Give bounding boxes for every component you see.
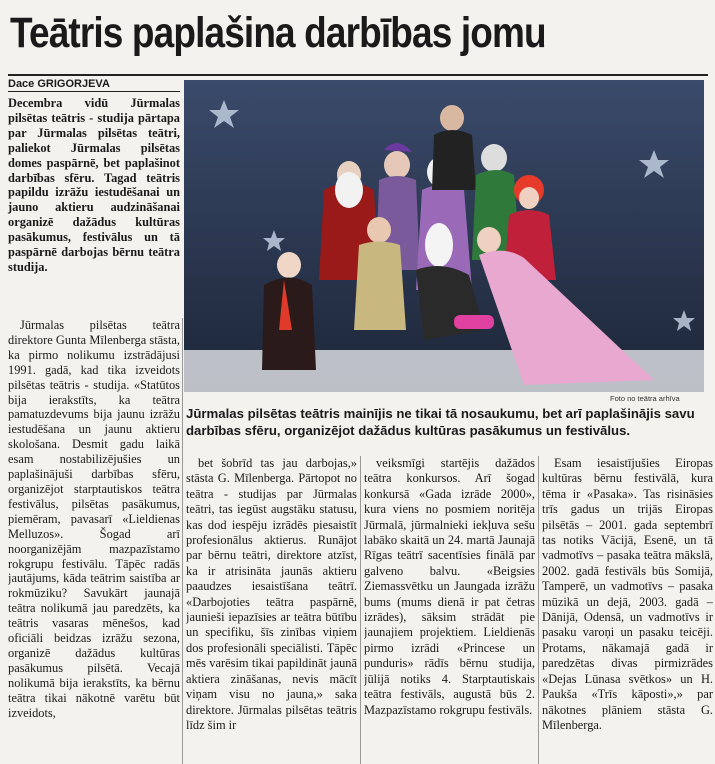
column-divider [360,456,361,764]
photo-caption: Jūrmalas pilsētas teātris mainījis ne tikai tā nosaukumu, bet arī paplašinājis savu darbības sfēru, organizējot dažādus kultūras pasākumus un festivālus. [186,406,695,438]
photo-illustration [184,80,704,392]
column-2 [186,456,357,764]
column-1-text: Jūrmalas pilsētas teātra direktore Gunta Mīlenberga stāsta, ka pirmo nolikumu izstrādājusi 1991. gadā, kad tika izveidots pilsētas teātris - studija. «Statūtos bija ierakstīts, ka teātra pamatuzdevums bija jaunu izrāžu iestudēšana un jaunu aktieru skološana. Desmit gadu laikā esam nostabilizējušies un paplašinājuši darbības sfēru, organizējot starptautiskos teātra festivālus, pilsētas pasākumus, piemēram, pavasarī «Lieldienas Melluzos». Šogad arī noorganizējām mazpazīstamo rokgrupu festivālu. Tāpēc radās jautājums, kāda teātrim saistība ar rokmūziku? Savukārt jaunajā teātra nolikumā jau paredzēts, ka teātris vasaras mēnešos, kad oficiāli beidzas izrāžu sezona, organizē dažādus kultūras pasākumus pilsētā. Vecajā nolikumā bija ierakstīts, ka bērnu teātra tikai nākotnē varētu būt izveidots, [8,318,180,720]
column-2-text: bet šobrīd tas jau darbojas,» stāsta G. Mīlenberga. Pārtopot no teātra - studijas par Jūrmalas teātri, tas iegūst augstāku statusu, kas dod iespēju izrādēs piesaistīt profesionālus aktierus. Runājot par bērnu teātri, direktore atzīst, ka ir atrisināta jaunās aktieru paaudzes iesaistīšana teātrī. «Darbojoties teātra paspārnē, jaunieši iepazīsies ar teātra būtību un specifiku, šīs zinības viņiem dos profesionāli speciālisti. Tāpēc mēs varēsim tikai papildināt jaunā aktiera zināšanas, nevis mācīt viņam visu no jauna,» saka direktore. Jūrmalas pilsētas teātris līdz šim ir [186,456,357,732]
column-divider [182,318,183,764]
top-rule [8,74,708,76]
headline: Teātris paplašina darbības jomu [10,9,546,57]
photo-credit: Foto no teātra arhīva [610,394,680,403]
column-1 [8,318,180,764]
column-4 [542,456,713,764]
byline: Dace GRIGORJEVA [8,78,180,92]
theatre-group-photo [184,80,704,392]
column-3-text: veiksmīgi startējis dažādos teātra konkursos. Arī šogad konkursā «Gada izrāde 2000», kura viens no posmiem noritēja Jūrmalā, jūrmalnieki iekļuva sešu labāko skaitā un 24. martā Jaunajā Rīgas teātrī sacentīsies finālā par galveno balvu. «Beigsies Ziemassvētku un Jaungada izrāžu bums (mums dienā ir pat četras izrādes), sāksim strādāt pie jaunajiem projektiem. Lieldienās pirmo izrādi «Princese un punduris» rādīs bērnu studija, jūlijā notiks 4. Starptautiskais teātra festivāls, augustā būs 2. Mazpazīstamo rokgrupu festivāls. [364,456,535,717]
column-3 [364,456,535,764]
column-divider [538,456,539,764]
column-4-text: Esam iesaistījušies Eiropas kultūras bērnu festivālā, kura tēma ir «Pasaka». Tas risināsies trīs gadus un trijās Eiropas pilsētās – 2001. gada septembrī tas notiks Vācijā, Esenē, un tā vadmotīvs – pasaka teātra mākslā, 2002. gadā festivāls būs Somijā, Tamperē, un vadmotīvs – pasaka mūzikā un dejā, 2003. gadā – Dānijā, Odensā, un vadmotīvs ir pasaku varoņi un pasaku teicēji. Protams, nākamajā gadā ir paredzētas divas pirmizrādes «Dejas Lūnasa svētkos» un H. Paukša «Trīs kāposti»,» par nākotnes plāniem stāsta G. Mīlenberga. [542,456,713,732]
lead-paragraph: Decembra vidū Jūrmalas pilsētas teātris - studija pārtapa par Jūrmalas pilsētas teātri, paliekot Jūrmalas pilsētas domes paspārnē, bet paplašinot darbības sfēru. Tagad teātris papildu izrāžu iestudēšanai un jauno aktieru audzināšanai organizē dažādus kultūras pasākumus, festivālus un tā paspārnē darbojas bērnu teātra studija. [8,96,180,274]
